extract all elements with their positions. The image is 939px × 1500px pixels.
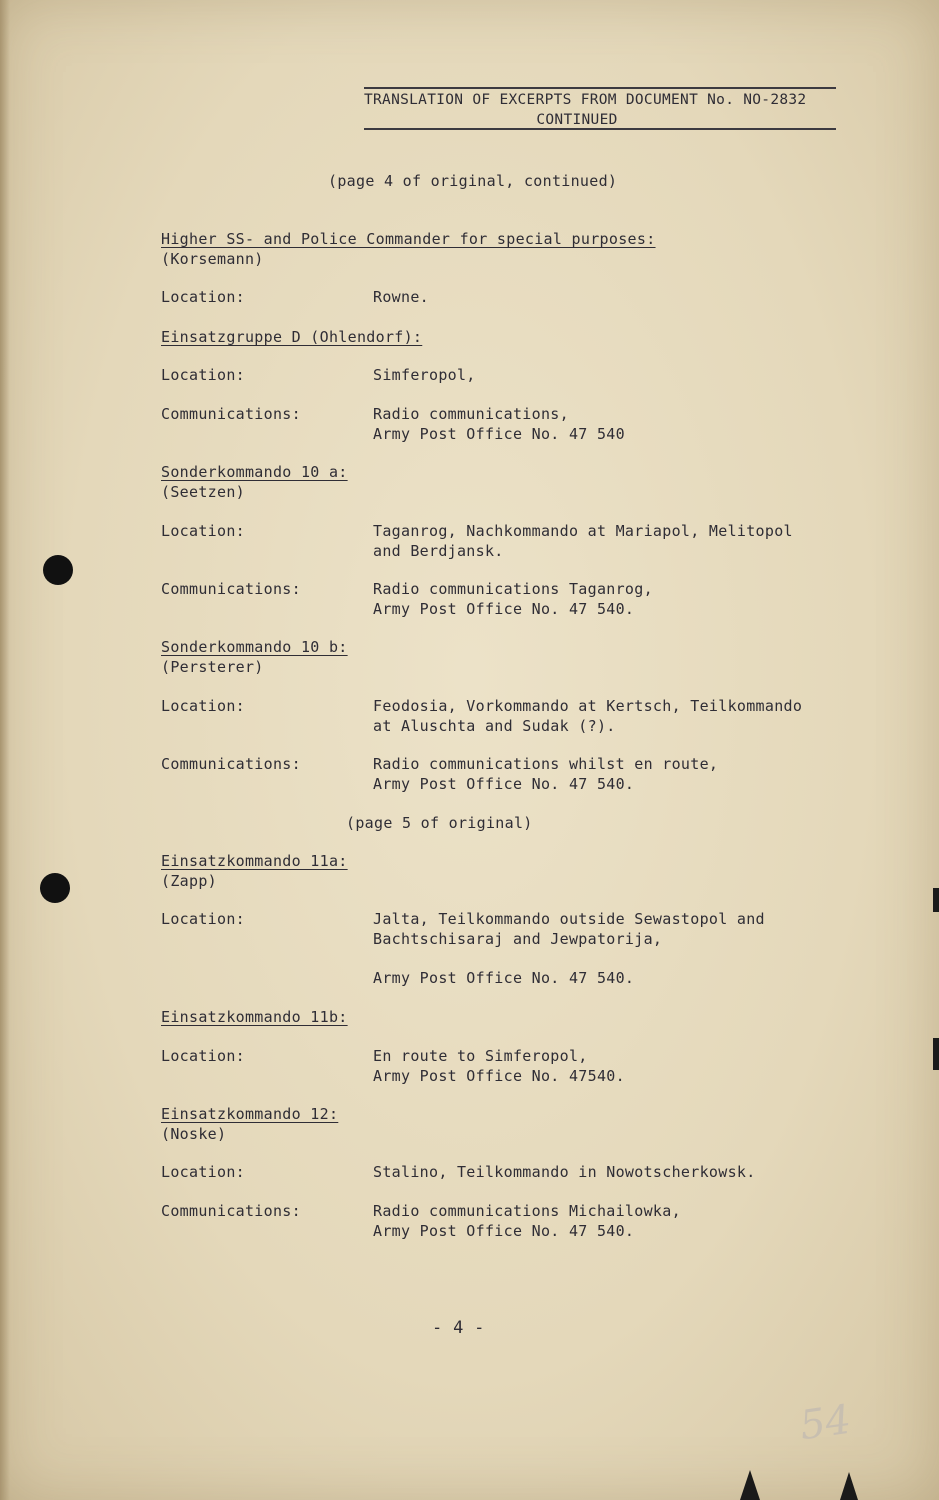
field-label: Location:: [161, 910, 245, 928]
section-heading: Higher SS- and Police Commander for special purposes:: [161, 230, 656, 248]
field-value: Radio communications Michailowka,: [373, 1202, 681, 1220]
section-name: (Noske): [161, 1125, 227, 1143]
field-label: Location:: [161, 522, 245, 540]
section-heading: Einsatzkommando 11b:: [161, 1008, 348, 1026]
field-value: Jalta, Teilkommando outside Sewastopol and: [373, 910, 765, 928]
handwritten-page-number: 54: [797, 1396, 854, 1450]
page-note: (page 5 of original): [346, 814, 533, 832]
field-value: Army Post Office No. 47 540.: [373, 969, 635, 987]
header-rule-top: [364, 87, 836, 89]
header-rule-bottom: [364, 128, 836, 130]
field-value: En route to Simferopol,: [373, 1047, 588, 1065]
field-value: Radio communications whilst en route,: [373, 755, 719, 773]
edge-notch: [933, 1038, 939, 1070]
section-heading: Einsatzkommando 11a:: [161, 852, 348, 870]
page-number: - 4 -: [432, 1318, 485, 1338]
punch-hole-bottom: [40, 873, 70, 903]
field-value: Taganrog, Nachkommando at Mariapol, Melitopol: [373, 522, 793, 540]
field-value: Bachtschisaraj and Jewpatorija,: [373, 930, 663, 948]
field-label: Communications:: [161, 580, 301, 598]
section-name: (Zapp): [161, 872, 217, 890]
field-value: Radio communications Taganrog,: [373, 580, 653, 598]
field-label: Location:: [161, 366, 245, 384]
field-value: and Berdjansk.: [373, 542, 504, 560]
section-heading: Einsatzgruppe D (Ohlendorf):: [161, 328, 423, 346]
field-value: Army Post Office No. 47 540: [373, 425, 625, 443]
section-heading: Einsatzkommando 12:: [161, 1105, 339, 1123]
section-heading: Sonderkommando 10 a:: [161, 463, 348, 481]
section-name: (Seetzen): [161, 483, 245, 501]
section-name: (Korsemann): [161, 250, 264, 268]
field-value: Stalino, Teilkommando in Nowotscherkowsk.: [373, 1163, 756, 1181]
field-value: at Aluschta and Sudak (?).: [373, 717, 616, 735]
field-label: Location:: [161, 1163, 245, 1181]
field-value: Feodosia, Vorkommando at Kertsch, Teilkommando: [373, 697, 803, 715]
edge-notch: [740, 1470, 760, 1500]
field-label: Location:: [161, 697, 245, 715]
page-note: (page 4 of original, continued): [328, 172, 618, 190]
field-value: Army Post Office No. 47 540.: [373, 1222, 635, 1240]
edge-notch: [840, 1472, 858, 1500]
field-value: Radio communications,: [373, 405, 569, 423]
field-value: Simferopol,: [373, 366, 476, 384]
field-value: Army Post Office No. 47540.: [373, 1067, 625, 1085]
field-value: Army Post Office No. 47 540.: [373, 775, 635, 793]
field-label: Communications:: [161, 405, 301, 423]
header-subtitle: CONTINUED: [536, 112, 618, 128]
field-value: Rowne.: [373, 288, 429, 306]
field-value: Army Post Office No. 47 540.: [373, 600, 635, 618]
field-label: Location:: [161, 288, 245, 306]
field-label: Communications:: [161, 1202, 301, 1220]
section-heading: Sonderkommando 10 b:: [161, 638, 348, 656]
page-edge-shadow: [0, 0, 10, 1500]
header-title: TRANSLATION OF EXCERPTS FROM DOCUMENT No. NO-2832: [364, 92, 807, 108]
punch-hole-top: [43, 555, 73, 585]
edge-notch: [933, 888, 939, 912]
section-name: (Persterer): [161, 658, 264, 676]
field-label: Location:: [161, 1047, 245, 1065]
field-label: Communications:: [161, 755, 301, 773]
